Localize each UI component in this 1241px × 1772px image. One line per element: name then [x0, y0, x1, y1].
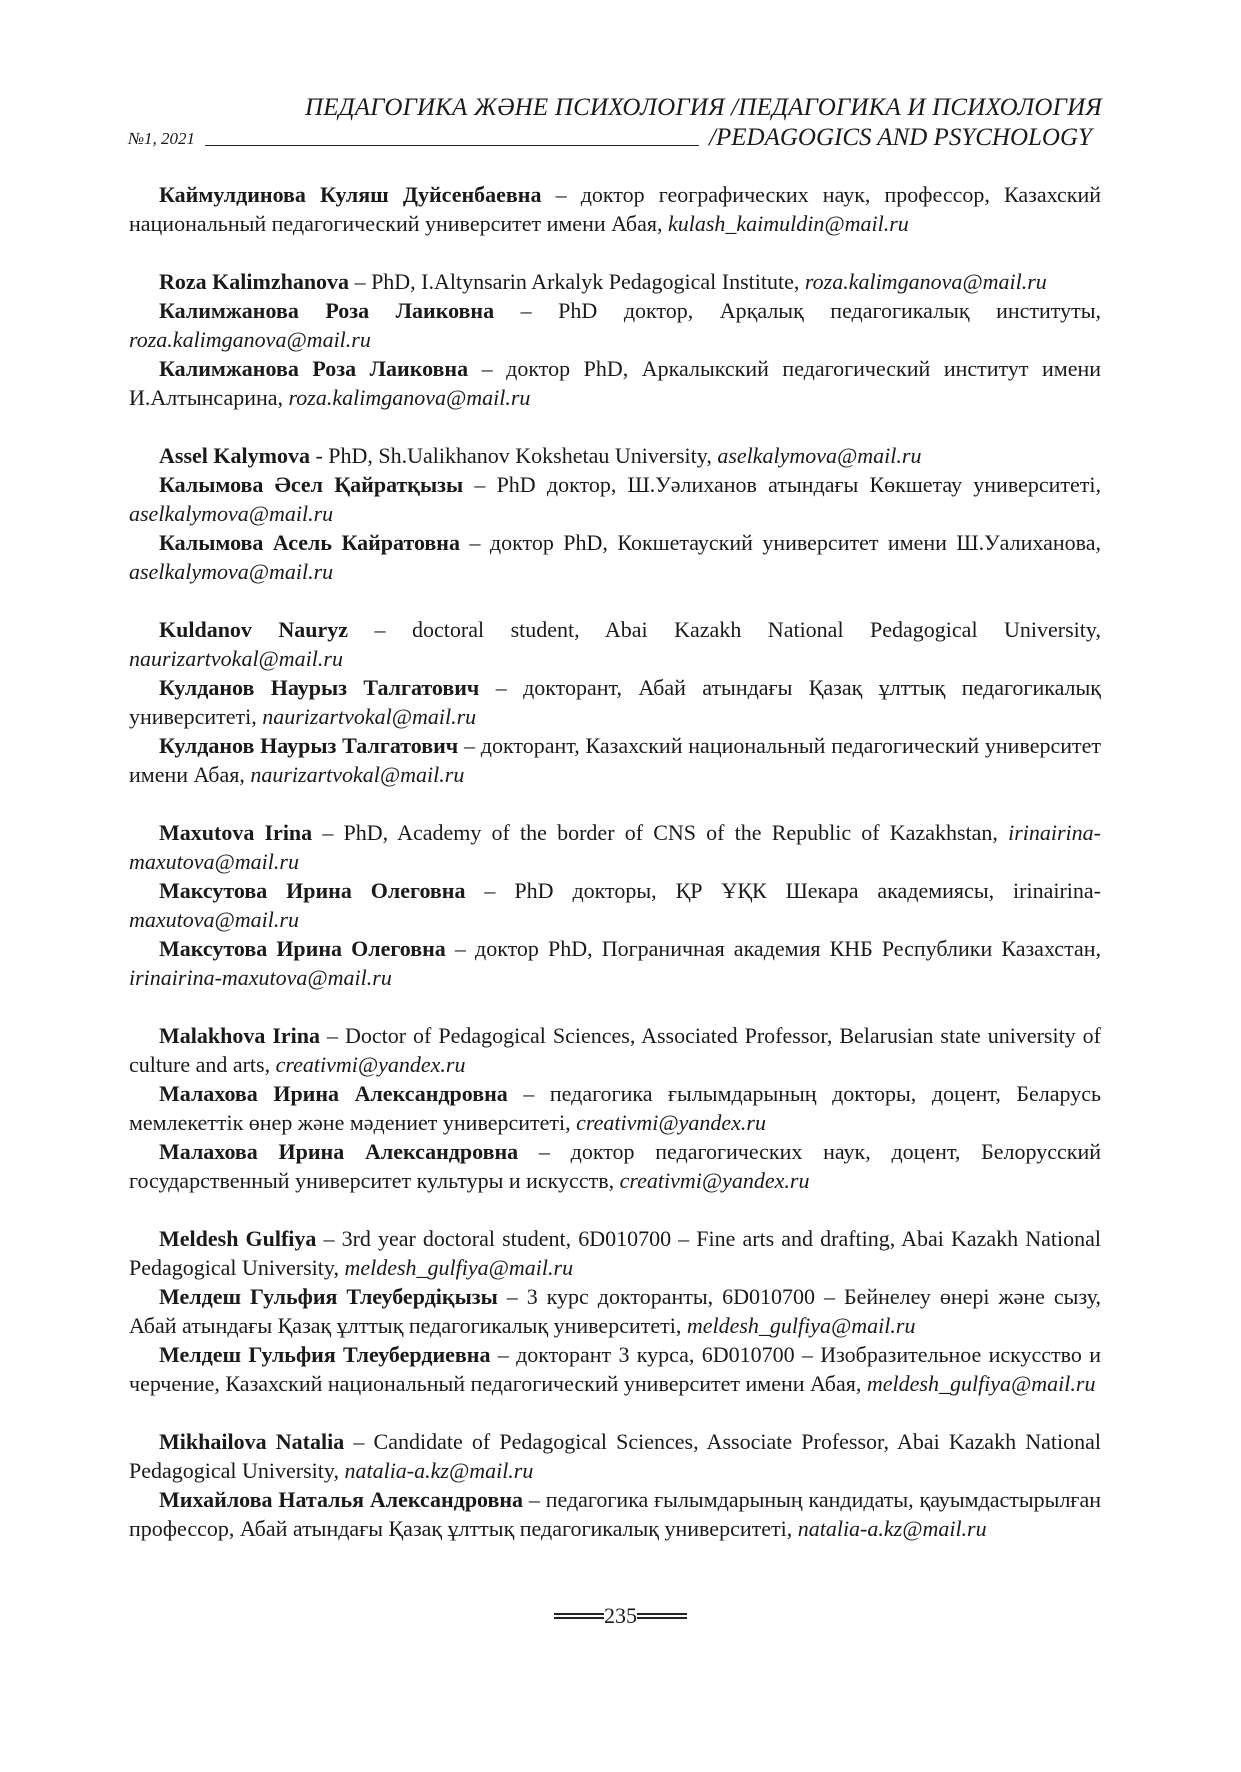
author-description: – Doctor of Pedagogical Sciences, Associated Professor, Belarusian state university of culture and arts, [129, 1023, 1101, 1077]
page-number: 235 [604, 1603, 637, 1628]
author-group [129, 180, 1101, 238]
author-name: Кулданов Наурыз Талгатович [159, 733, 459, 758]
author-name: Михайлова Наталья Александровна [159, 1487, 524, 1512]
author-entry [129, 876, 1101, 934]
author-group [129, 1427, 1101, 1543]
author-email: meldesh_gulfiya@mail.ru [686, 1313, 916, 1338]
author-group [129, 1021, 1101, 1195]
author-email: meldesh_gulfiya@mail.ru [866, 1371, 1096, 1396]
issue-number: №1, 2021 [128, 129, 196, 148]
author-name: Калымова Асель Кайратовна [159, 530, 460, 555]
page-footer [0, 1603, 1241, 1629]
author-description: – Candidate of Pedagogical Sciences, Associate Professor, Abai Kazakh National Pedagogical University, [129, 1429, 1102, 1483]
author-description: - PhD, Sh.Ualikhanov Kokshetau University, [309, 443, 718, 468]
author-name: Малахова Ирина Александровна [159, 1081, 508, 1106]
author-email: aselkalymova@mail.ru [129, 559, 334, 584]
author-name: Мелдеш Гульфия Тлеубердиевна [159, 1342, 491, 1367]
author-email: creativmi@yandex.ru [619, 1168, 810, 1193]
journal-title: ПЕДАГОГИКА ЖӘНЕ ПСИХОЛОГИЯ /ПЕДАГОГИКА И ПСИХОЛОГИЯ [304, 94, 1102, 121]
right-ornament-rule [637, 1613, 687, 1619]
author-email: creativmi@yandex.ru [275, 1052, 466, 1077]
journal-title-en: /PEDAGOGICS AND PSYCHOLOGY [709, 124, 1092, 151]
left-ornament-rule [554, 1613, 604, 1619]
author-entry [129, 1224, 1101, 1282]
author-description: – PhD докторы, ҚР ҰҚК Шекара академиясы, irinairina- [465, 878, 1102, 903]
author-entry [129, 528, 1101, 586]
author-email: meldesh_gulfiya@mail.ru [344, 1255, 574, 1280]
author-entry [129, 267, 1101, 296]
author-email: kulash_kaimuldin@mail.ru [667, 211, 909, 236]
author-entry [129, 1079, 1101, 1137]
author-description: – доктор географических наук, профессор, Казахский национальный педагогический университет имени Абая, [129, 182, 1101, 236]
author-name: Калимжанова Роза Лаиковна [159, 356, 469, 381]
author-name: Максутова Ирина Олеговна [159, 878, 466, 903]
author-description: – доктор PhD, Пограничная академия КНБ Республики Казахстан, [445, 936, 1101, 961]
author-entry [129, 1137, 1101, 1195]
header-rule [205, 144, 699, 146]
author-description: – педагогика ғылымдарының докторы, доцент, Беларусь мемлекеттік өнер және мәдениет университеті, [129, 1081, 1102, 1135]
author-entry [129, 180, 1101, 238]
author-entry [129, 1485, 1101, 1543]
author-email: irinairina-maxutova@mail.ru [129, 965, 392, 990]
author-description: – доктор PhD, Кокшетауский университет имени Ш.Уалиханова, [459, 530, 1101, 555]
author-entry [129, 1340, 1101, 1398]
author-description: – PhD доктор, Арқалық педагогикалық институты, [494, 298, 1101, 323]
author-description: – 3 курс докторанты, 6D010700 – Бейнелеу өнері және сызу, Абай атындағы Қазақ ұлттық педагогикалық университеті, [129, 1284, 1101, 1338]
author-name: Мелдеш Гульфия Тлеубердіқызы [159, 1284, 498, 1309]
author-name: Assel Kalymova [159, 443, 310, 468]
author-group [129, 441, 1101, 586]
issue-line [128, 124, 1102, 152]
author-entry [129, 1427, 1101, 1485]
author-email: natalia-a.kz@mail.ru [797, 1516, 987, 1541]
author-description: – докторант, Абай атындағы Қазақ ұлттық педагогикалық университеті, [129, 675, 1101, 729]
author-name: Kuldanov Nauryz [159, 617, 349, 642]
author-description: – doctoral student, Abai Kazakh National Pedagogical University, [348, 617, 1101, 642]
author-email: roza.kalimganova@mail.ru [129, 327, 371, 352]
author-entry [129, 615, 1101, 673]
author-entry [129, 934, 1101, 992]
author-name: Калымова Әсел Қайратқызы [159, 472, 464, 497]
author-entry [129, 673, 1101, 731]
author-group [129, 267, 1101, 412]
author-email: naurizartvokal@mail.ru [262, 704, 477, 729]
author-description: – докторант, Казахский национальный педагогический университет имени Абая, [129, 733, 1101, 787]
author-email: aselkalymova@mail.ru [717, 443, 922, 468]
author-name: Roza Kalimzhanova [159, 269, 350, 294]
author-entry [129, 470, 1101, 528]
author-group [129, 615, 1101, 789]
author-email: roza.kalimganova@mail.ru [804, 269, 1047, 294]
author-name: Mikhailova Natalia [159, 1429, 345, 1454]
running-header [128, 94, 1102, 154]
author-group [129, 818, 1101, 992]
author-email: naurizartvokal@mail.ru [129, 646, 343, 671]
author-entry [129, 1021, 1101, 1079]
author-email: aselkalymova@mail.ru [129, 501, 334, 526]
author-name: Maxutova Irina [159, 820, 313, 845]
author-description: – докторант 3 курса, 6D010700 – Изобразительное искусство и черчение, Казахский национальный педагогический университет имени Абая, [129, 1342, 1101, 1396]
author-name: Meldesh Gulfiya [159, 1226, 317, 1251]
author-email: irinairina-maxutova@mail.ru [129, 820, 1101, 874]
author-description: – педагогика ғылымдарының кандидаты, қауымдастырылған профессор, Абай атындағы Қазақ ұлттық педагогикалық университеті, [129, 1487, 1101, 1541]
author-entry [129, 818, 1101, 876]
author-name: Малахова Ирина Александровна [159, 1139, 519, 1164]
author-entry [129, 354, 1101, 412]
author-entry [129, 296, 1101, 354]
author-email: naurizartvokal@mail.ru [250, 762, 465, 787]
author-description: – доктор PhD, Аркалыкский педагогический институт имени И.Алтынсарина, [129, 356, 1102, 410]
author-entry [129, 1282, 1101, 1340]
author-list [129, 180, 1101, 1572]
author-name: Максутова Ирина Олеговна [159, 936, 446, 961]
author-name: Кулданов Наурыз Талгатович [159, 675, 480, 700]
author-description: – PhD доктор, Ш.Уәлиханов атындағы Көкшетау университеті, [463, 472, 1101, 497]
author-name: Каймулдинова Куляш Дуйсенбаевна [159, 182, 542, 207]
author-description: – PhD, I.Altynsarin Arkalyk Pedagogical Institute, [349, 269, 805, 294]
author-entry [129, 441, 1101, 470]
author-name: Калимжанова Роза Лаиковна [159, 298, 495, 323]
author-email: maxutova@mail.ru [129, 907, 299, 932]
author-group [129, 1224, 1101, 1398]
author-entry [129, 731, 1101, 789]
author-description: – доктор педагогических наук, доцент, Белорусский государственный университет культуры и искусств, [129, 1139, 1101, 1193]
author-description: – 3rd year doctoral student, 6D010700 – Fine arts and drafting, Abai Kazakh National Pedagogical University, [129, 1226, 1101, 1280]
author-email: natalia-a.kz@mail.ru [344, 1458, 534, 1483]
author-email: roza.kalimganova@mail.ru [288, 385, 531, 410]
author-email: creativmi@yandex.ru [576, 1110, 766, 1135]
author-description: – PhD, Academy of the border of CNS of the Republic of Kazakhstan, [312, 820, 1009, 845]
author-name: Malakhova Irina [159, 1023, 321, 1048]
page-number-block [554, 1603, 687, 1629]
